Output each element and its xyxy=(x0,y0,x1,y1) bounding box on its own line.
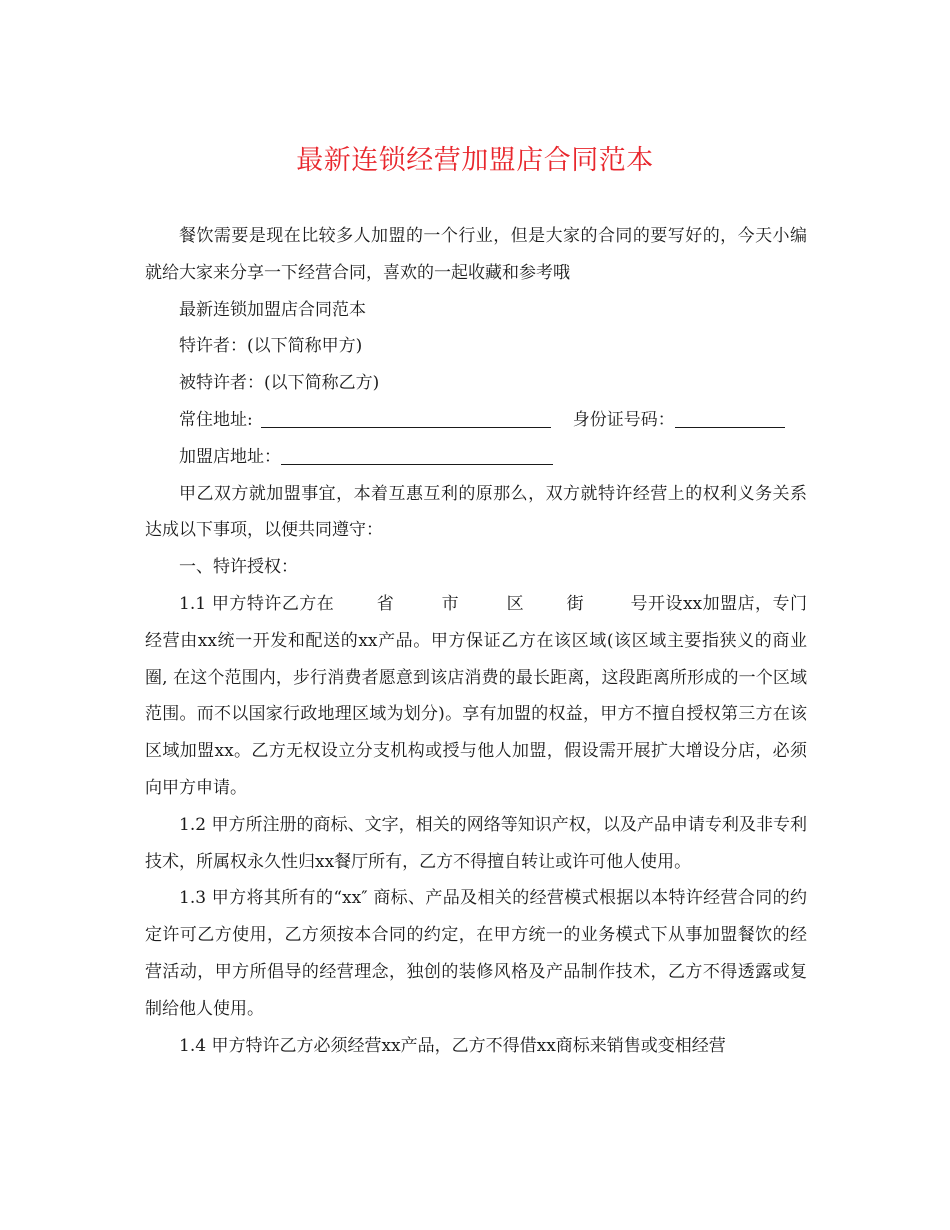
address-blank xyxy=(261,405,551,428)
address-label: 常住地址: xyxy=(179,409,253,430)
city-word: 市 xyxy=(441,593,460,614)
preamble-paragraph: 甲乙双方就加盟事宜，本着互惠互利的原那么，双方就特许经营上的权利义务关系达成以下事项，以便共同遵守： xyxy=(145,483,807,541)
store-address-label: 加盟店地址： xyxy=(179,446,281,467)
document-title: 最新连锁经营加盟店合同范本 xyxy=(296,145,654,176)
clause-1-1-prefix: 1.1 甲方特许乙方在 xyxy=(179,593,335,614)
contract-subtitle: 最新连锁加盟店合同范本 xyxy=(179,299,366,320)
id-label: 身份证号码： xyxy=(572,409,675,430)
clause-1-2: 1.2 甲方所注册的商标、文字，相关的网络等知识产权，以及产品申请专利及非专利技术，所属权永久性归xx餐厅所有，乙方不得擅自转让或许可他人使用。 xyxy=(145,814,807,872)
district-word: 区 xyxy=(506,593,525,614)
clause-1-1-rest: 号开设xx加盟店，专门经营由xx统一开发和配送的xx产品。甲方保证乙方在该区域(该区域主要指狭义的商业圈, 在这个范围内，步行消费者愿意到该店消费的最长距离，这段距离所形成的一个区域范围。而不以国家行政地理区域为划分)。享有加盟的权益，甲方不擅自授权第三方在该区域加盟xx。乙方无权设立分支机构或授与他人加盟，假设需开展扩大增设分店，必须向甲方申请。 xyxy=(145,593,807,798)
store-address-line xyxy=(145,439,807,476)
section-1-heading: 一、特许授权： xyxy=(179,557,298,578)
street-word: 街 xyxy=(566,593,585,614)
address-id-line xyxy=(145,402,807,439)
id-blank xyxy=(675,405,785,428)
clause-1-4: 1.4 甲方特许乙方必须经营xx产品，乙方不得借xx商标来销售或变相经营 xyxy=(179,1035,726,1056)
store-address-blank xyxy=(281,442,553,465)
party-a-line: 特许者：(以下简称甲方) xyxy=(179,336,363,357)
party-b-line: 被特许者：(以下简称乙方) xyxy=(179,373,380,394)
province-word: 省 xyxy=(376,593,395,614)
clause-1-3: 1.3 甲方将其所有的“xx″ 商标、产品及相关的经营模式根据以本特许经营合同的约定许可乙方使用，乙方须按本合同的约定，在甲方统一的业务模式下从事加盟餐饮的经营活动，甲方所倡导的经营理念，独创的装修风格及产品制作技术，乙方不得透露或复制给他人使用。 xyxy=(145,888,807,1019)
clause-1-1 xyxy=(145,586,807,807)
document-body xyxy=(145,218,807,1064)
intro-paragraph: 餐饮需要是现在比较多人加盟的一个行业，但是大家的合同的要写好的，今天小编就给大家来分享一下经营合同，喜欢的一起收藏和参考哦 xyxy=(145,226,807,283)
